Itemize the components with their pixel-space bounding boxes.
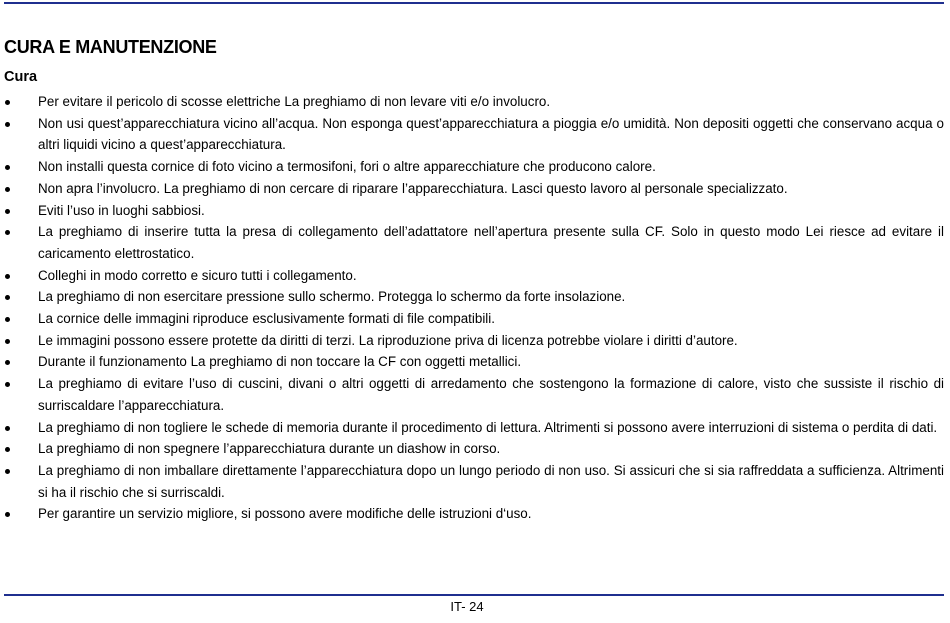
list-item-text: La preghiamo di inserire tutta la presa di collegamento dell’adattatore nell’apertura presente sulla CF. Solo in questo modo Lei riesce ad evitare il caricamento elettrostatico. [38, 224, 944, 261]
list-item [0, 221, 944, 264]
list-item [0, 438, 944, 460]
bullet-icon [5, 360, 10, 365]
page-number: IT- 24 [450, 599, 484, 614]
list-item-text: La preghiamo di non spegnere l’apparecchiatura durante un diashow in corso. [38, 441, 501, 457]
list-item-text: La preghiamo di non esercitare pressione sullo schermo. Protegga lo schermo da forte insolazione. [38, 289, 626, 305]
list-item-text: La cornice delle immagini riproduce esclusivamente formati di file compatibili. [38, 311, 495, 327]
list-item-text: Eviti l’uso in luoghi sabbiosi. [38, 202, 205, 218]
list-item [0, 503, 944, 525]
list-item-text: Non installi questa cornice di foto vicino a termosifoni, fori o altre apparecchiature che producono calore. [38, 159, 656, 175]
list-item-text: La preghiamo di non togliere le schede di memoria durante il procedimento di lettura. Altrimenti si possono avere interruzioni di sistema o perdita di dati. [38, 419, 938, 435]
list-item-text: Per evitare il pericolo di scosse elettriche La preghiamo di non levare viti e/o involucro. [38, 94, 551, 109]
bullet-icon [5, 165, 10, 170]
list-item [0, 351, 944, 373]
bullet-icon [5, 426, 10, 431]
bullet-icon [5, 382, 10, 387]
list-item [0, 308, 944, 330]
list-item [0, 417, 944, 439]
list-item-text: Per garantire un servizio migliore, si possono avere modifiche delle istruzioni d‘uso. [38, 506, 532, 522]
bullet-list [0, 91, 944, 525]
bullet-icon [5, 230, 10, 235]
bullet-icon [5, 447, 10, 452]
bullet-icon [5, 512, 10, 517]
list-item [0, 113, 944, 156]
bullet-icon [5, 187, 10, 192]
list-item-text: Le immagini possono essere protette da diritti di terzi. La riproduzione priva di licenza potrebbe violare i diritti d’autore. [38, 332, 738, 348]
list-item [0, 265, 944, 287]
bottom-rule [4, 594, 944, 596]
bullet-icon [5, 122, 10, 127]
top-rule [4, 2, 944, 4]
list-item [0, 286, 944, 308]
list-item-text: La preghiamo di evitare l’uso di cuscini, divani o altri oggetti di arredamento che sostengono la formazione di calore, visto che sussiste il rischio di surriscaldare l’apparecchiatura. [38, 376, 944, 413]
bullet-icon [5, 209, 10, 214]
list-item [0, 460, 944, 503]
bullet-icon [5, 100, 10, 105]
list-item [0, 200, 944, 222]
list-item [0, 91, 944, 113]
list-item [0, 330, 944, 352]
list-item [0, 156, 944, 178]
section-heading: Cura [4, 69, 38, 85]
list-item-text: La preghiamo di non imballare direttamente l’apparecchiatura dopo un lungo periodo di non uso. Si assicuri che si sia raffreddata a sufficienza. Altrimenti si ha il rischio che si surriscaldi. [38, 462, 944, 500]
list-item [0, 178, 944, 200]
list-item-text: Non usi quest’apparecchiatura vicino all’acqua. Non esponga quest’apparecchiatura a pioggia e/o umidità. Non depositi oggetti che conservano acqua o altri liquidi vicino a quest’apparecchiatura. [38, 115, 944, 153]
bullet-icon [5, 317, 10, 322]
page-title: CURA E MANUTENZIONE [4, 37, 217, 57]
bullet-icon [5, 274, 10, 279]
bullet-icon [5, 339, 10, 344]
list-item-text: Colleghi in modo corretto e sicuro tutti i collegamento. [38, 267, 357, 283]
bullet-icon [5, 469, 10, 474]
list-item-text: Durante il funzionamento La preghiamo di non toccare la CF con oggetti metallici. [38, 354, 522, 370]
list-item-text: Non apra l’involucro. La preghiamo di non cercare di riparare l’apparecchiatura. Lasci questo lavoro al personale specializzato. [38, 180, 788, 196]
list-item [0, 373, 944, 416]
bullet-icon [5, 295, 10, 300]
